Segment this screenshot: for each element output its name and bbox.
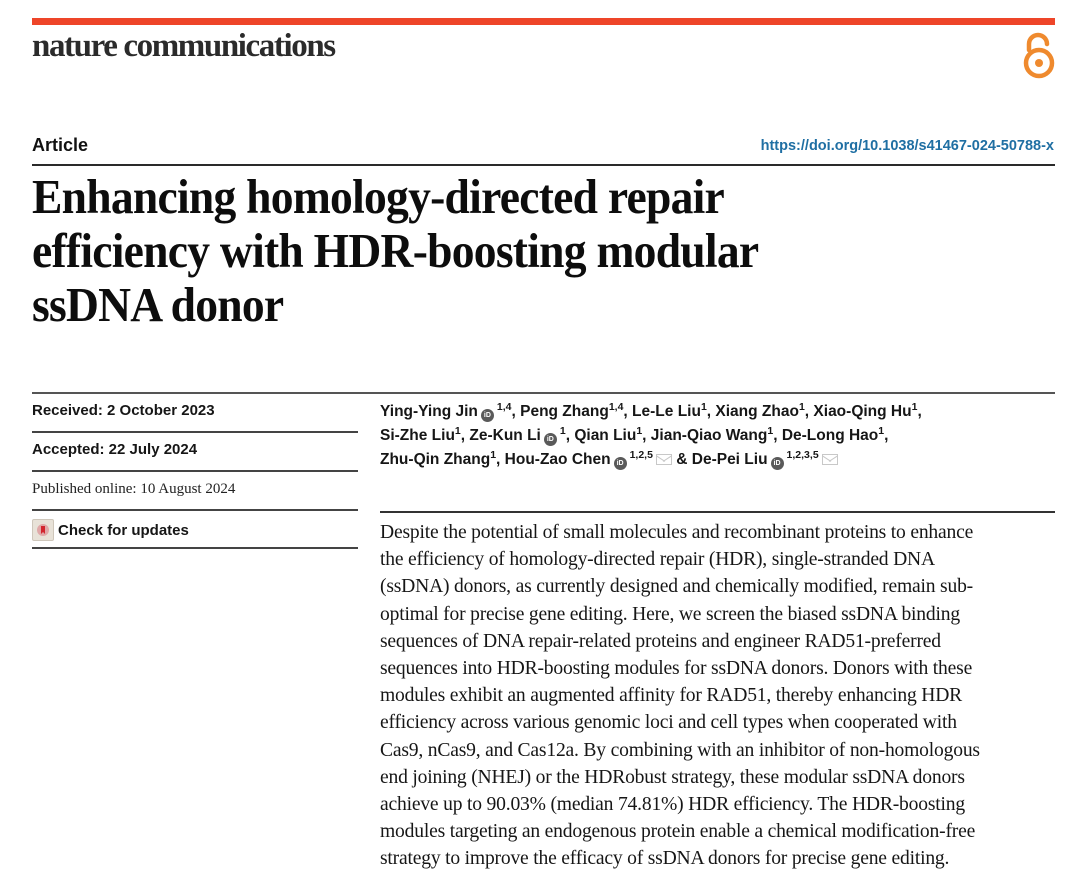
author-name[interactable]: Ying-Ying Jin <box>380 403 478 420</box>
author-separator: , <box>804 403 814 420</box>
orcid-icon[interactable]: iD <box>481 409 494 422</box>
meta-divider <box>32 392 1055 394</box>
author-name[interactable]: Le-Le Liu <box>632 403 701 420</box>
author-separator: , <box>706 403 716 420</box>
received-date: Received: 2 October 2023 <box>32 402 215 419</box>
author-name[interactable]: Qian Liu <box>574 427 637 444</box>
check-updates-label: Check for updates <box>58 521 189 539</box>
author-name[interactable]: Hou-Zao Chen <box>504 451 611 468</box>
affiliation-superscript: 1 <box>767 425 774 437</box>
doi-link[interactable]: https://doi.org/10.1038/s41467-024-50788-x <box>760 138 1054 154</box>
author-name[interactable]: Peng Zhang <box>520 403 609 420</box>
meta-divider <box>32 470 358 472</box>
open-access-lock-icon <box>1020 30 1058 82</box>
author-separator: , <box>565 427 575 444</box>
abstract-line: achieve up to 90.03% (median 74.81%) HDR efficiency. The HDR-boosting <box>380 794 965 816</box>
affiliation-superscript: 1,2,3,5 <box>786 449 819 461</box>
abstract-line: (ssDNA) donors, as currently designed and chemically modified, remain sub- <box>380 576 973 598</box>
abstract-line: Despite the potential of small molecules and recombinant proteins to enhance <box>380 522 974 543</box>
check-updates-icon <box>32 519 54 541</box>
meta-divider <box>32 431 358 433</box>
author-name[interactable]: Zhu-Qin Zhang <box>380 451 491 468</box>
affiliation-superscript: 1 <box>700 401 707 413</box>
check-for-updates-button[interactable] <box>32 519 189 541</box>
article-type-label: Article <box>32 135 89 155</box>
title-line: ssDNA donor <box>32 277 284 332</box>
author-separator: , <box>773 427 782 444</box>
author-name[interactable]: Ze-Kun Li <box>469 427 541 444</box>
abstract-line: sequences into HDR-boosting modules for ssDNA donors. Donors with these <box>380 658 973 680</box>
author-name[interactable]: De-Pei Liu <box>691 451 768 468</box>
published-date: Published online: 10 August 2024 <box>32 481 236 497</box>
meta-divider <box>32 547 358 549</box>
title-line: efficiency with HDR-boosting modular <box>32 223 759 278</box>
accepted-date: Accepted: 22 July 2024 <box>32 441 198 458</box>
author-name[interactable]: Xiao-Qing Hu <box>813 403 912 420</box>
affiliation-superscript: 1 <box>798 401 805 413</box>
abstract-line: sequences of DNA repair-related proteins and engineer RAD51-preferred <box>380 630 941 652</box>
abstract-line: efficiency across various genomic loci and cell types when cooperated with <box>380 712 957 734</box>
author-name[interactable]: Si-Zhe Liu <box>380 427 455 444</box>
email-envelope-icon[interactable] <box>656 454 672 465</box>
author-separator: & <box>671 451 692 468</box>
author-name[interactable]: Jian-Qiao Wang <box>650 427 768 444</box>
orcid-icon[interactable]: iD <box>614 457 627 470</box>
author-separator: , <box>642 427 651 444</box>
author-separator: , <box>496 451 505 468</box>
abstract-divider <box>380 511 1055 513</box>
affiliation-superscript: 1,4 <box>496 401 512 413</box>
orcid-icon[interactable]: iD <box>771 457 784 470</box>
author-separator: , <box>460 427 470 444</box>
abstract-line: the efficiency of homology-directed repair (HDR), single-stranded DNA <box>380 549 935 571</box>
article-title <box>32 170 962 332</box>
affiliation-superscript: 1 <box>454 425 461 437</box>
orcid-icon[interactable]: iD <box>544 433 557 446</box>
header-divider <box>32 164 1055 166</box>
meta-divider <box>32 509 358 511</box>
abstract-line: strategy to improve the efficacy of ssDNA donors for precise gene editing. <box>380 848 950 870</box>
author-separator: , <box>884 427 889 444</box>
affiliation-superscript: 1,2,5 <box>629 449 653 461</box>
affiliation-superscript: 1 <box>636 425 643 437</box>
author-name[interactable]: De-Long Hao <box>781 427 879 444</box>
affiliation-superscript: 1 <box>559 425 566 437</box>
journal-name[interactable]: nature communications <box>32 28 335 64</box>
author-separator: , <box>623 403 633 420</box>
affiliation-superscript: 1,4 <box>608 401 624 413</box>
author-name[interactable]: Xiang Zhao <box>715 403 799 420</box>
affiliation-superscript: 1 <box>878 425 885 437</box>
abstract <box>380 519 1058 873</box>
author-list <box>380 400 1060 472</box>
abstract-line: optimal for precise gene editing. Here, we screen the biased ssDNA binding <box>380 603 960 625</box>
author-separator: , <box>511 403 521 420</box>
author-separator: , <box>917 403 922 420</box>
abstract-line: Cas9, nCas9, and Cas12a. By combining with an inhibitor of non-homologous <box>380 739 980 761</box>
journal-brand-bar <box>32 18 1055 25</box>
affiliation-superscript: 1 <box>911 401 918 413</box>
email-envelope-icon[interactable] <box>822 454 838 465</box>
affiliation-superscript: 1 <box>490 449 497 461</box>
abstract-line: modules targeting an endogenous protein enable a chemical modification-free <box>380 821 976 843</box>
abstract-line: modules exhibit an augmented affinity for RAD51, thereby enhancing HDR <box>380 685 963 707</box>
abstract-line: end joining (NHEJ) or the HDRobust strategy, these modular ssDNA donors <box>380 766 965 788</box>
title-line: Enhancing homology-directed repair <box>32 169 725 224</box>
